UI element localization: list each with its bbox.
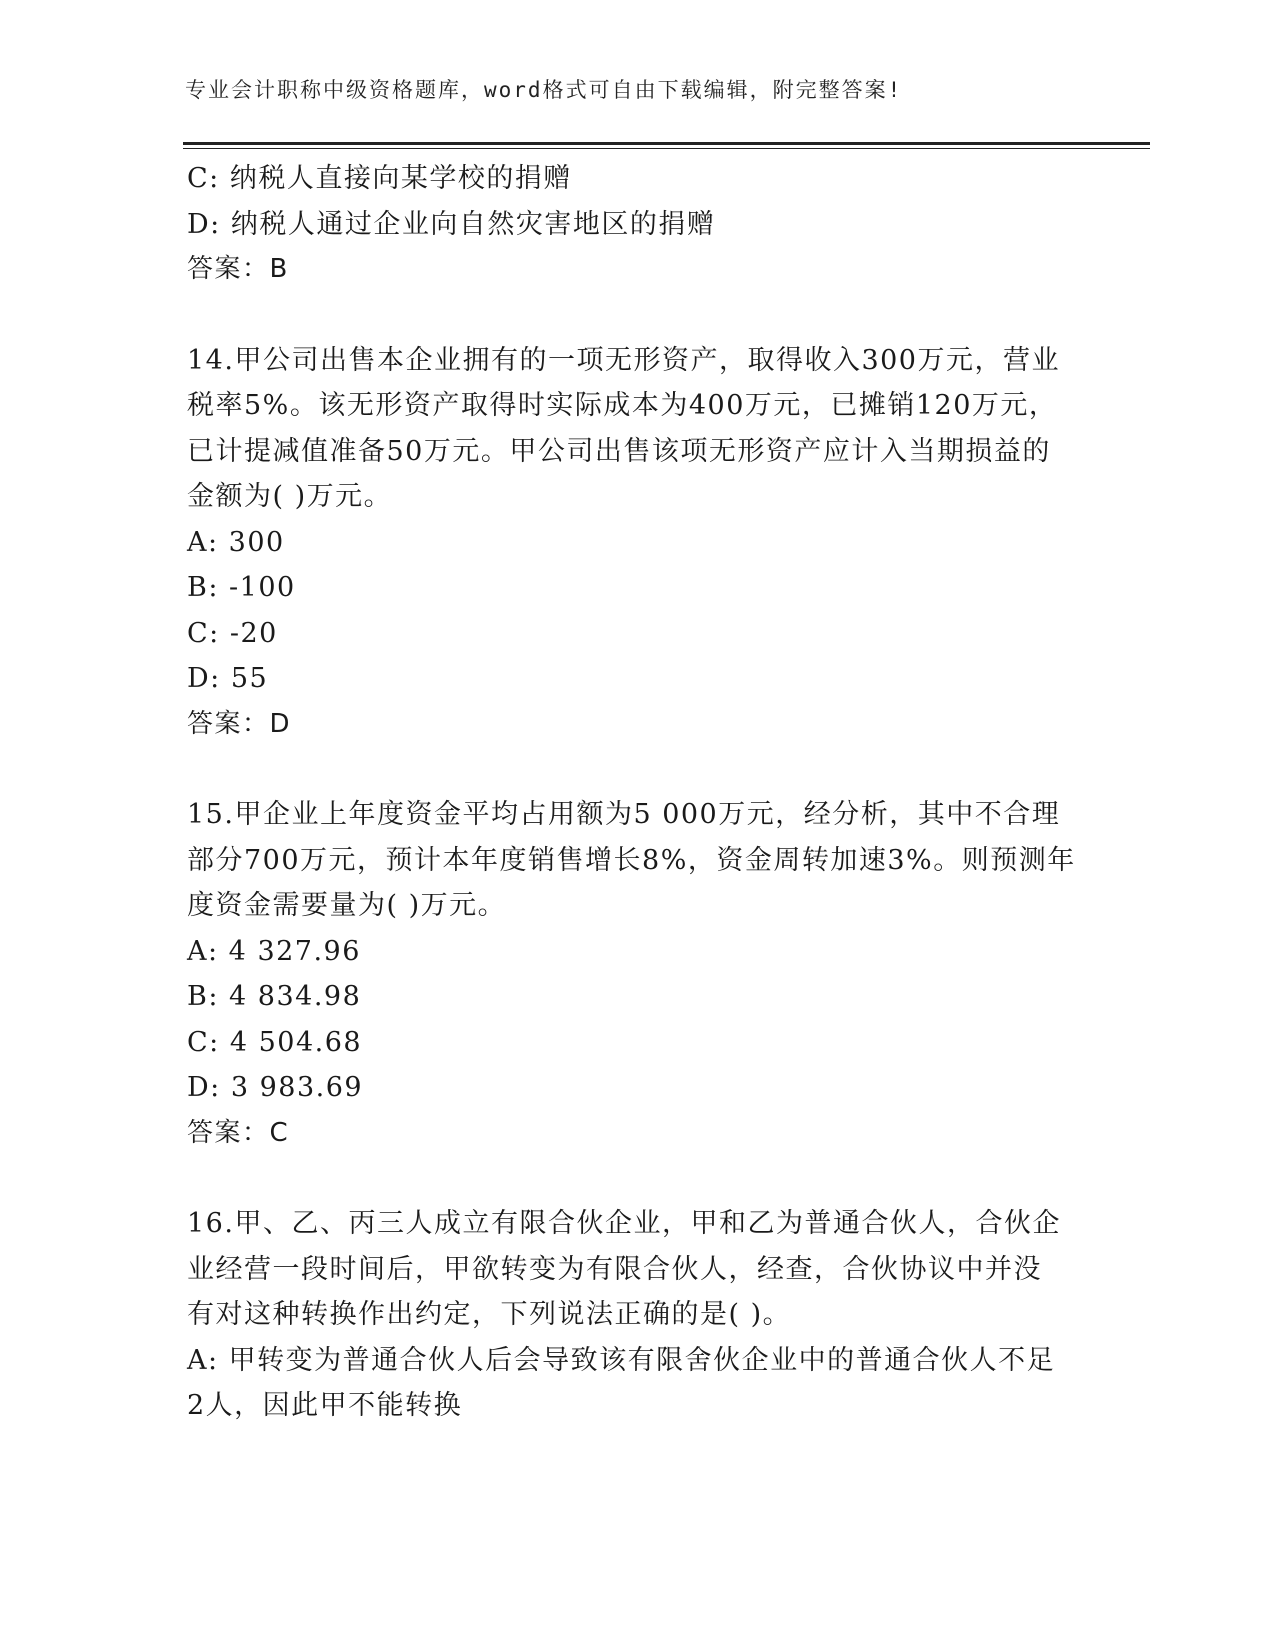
header-rule-thick <box>183 142 1150 145</box>
question-stem-line: 业经营一段时间后，甲欲转变为有限合伙人，经查，合伙协议中并没 <box>187 1253 1042 1285</box>
answer-line: 答案：C <box>187 1117 290 1148</box>
question-15 <box>187 792 1087 1156</box>
spacer <box>187 747 1087 792</box>
question-stem-line: 有对这种转换作出约定，下列说法正确的是( )。 <box>187 1299 792 1330</box>
header-rule-thin <box>183 148 1150 149</box>
question-stem-line: 部分700万元，预计本年度销售增长8%，资金周转加速3%。则预测年 <box>187 844 1076 876</box>
option-d: D: 55 <box>187 663 269 694</box>
question-14 <box>187 338 1087 748</box>
question-content <box>187 156 1087 1429</box>
spacer <box>187 1156 1087 1201</box>
question-stem-line: 度资金需要量为( )万元。 <box>187 890 507 921</box>
question-stem-line: 已计提减值准备50万元。甲公司出售该项无形资产应计入当期损益的 <box>187 435 1051 467</box>
option-a: A: 300 <box>187 526 285 558</box>
page-header: 专业会计职称中级资格题库，word格式可自由下载编辑，附完整答案! <box>185 78 903 102</box>
option-d: D: 3 983.69 <box>187 1072 364 1103</box>
question-stem-line: 税率5%。该无形资产取得时实际成本为400万元，已摊销120万元， <box>187 390 1058 421</box>
option-a: A: 4 327.96 <box>187 935 361 967</box>
option-a-continuation: 2人，因此甲不能转换 <box>187 1390 463 1421</box>
spacer <box>187 293 1087 338</box>
option-a: A: 甲转变为普通合伙人后会导致该有限舍伙企业中的普通合伙人不足 <box>187 1344 1056 1376</box>
answer-line: 答案：B <box>187 254 289 284</box>
question-stem-line: 16.甲、乙、丙三人成立有限合伙企业，甲和乙为普通合伙人，合伙企 <box>187 1208 1061 1239</box>
option-c: C: 纳税人直接向某学校的捐赠 <box>187 163 572 194</box>
answer-line: 答案：D <box>187 708 292 739</box>
option-b: B: 4 834.98 <box>187 981 362 1012</box>
option-d: D: 纳税人通过企业向自然灾害地区的捐赠 <box>187 208 716 240</box>
question-16 <box>187 1201 1087 1429</box>
question-stem-line: 15.甲企业上年度资金平均占用额为5 000万元，经分析，其中不合理 <box>187 799 1061 830</box>
option-b: B: -100 <box>187 572 296 603</box>
question-stem-line: 金额为( )万元。 <box>187 481 393 512</box>
option-c: C: -20 <box>187 617 278 649</box>
question-stem-line: 14.甲公司出售本企业拥有的一项无形资产，取得收入300万元，营业 <box>187 344 1060 376</box>
option-c: C: 4 504.68 <box>187 1026 363 1058</box>
